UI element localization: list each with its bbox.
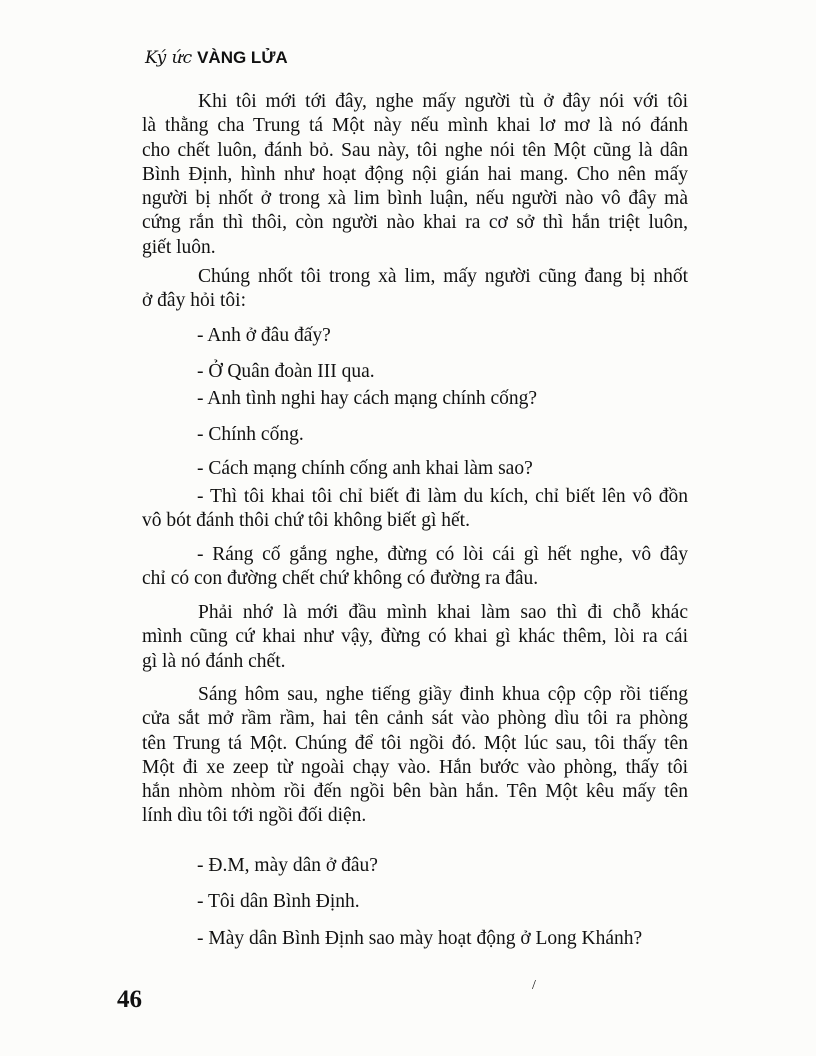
text-line: ở đây hỏi tôi: xyxy=(142,290,247,312)
text-line: người bị nhốt ở trong xà lim bình luận, nếu người nào vô đây mà xyxy=(142,188,688,210)
text-line: Một đi xe zeep từ ngoài chạy vào. Hắn bước vào phòng, thấy tôi xyxy=(142,756,688,778)
text-line: giết luôn. xyxy=(142,236,216,258)
dialogue-paragraph xyxy=(142,890,688,914)
dialogue-paragraph xyxy=(142,485,688,534)
text-line: gì là nó đánh chết. xyxy=(142,650,286,672)
text-line: - Đ.M, mày dân ở đâu? xyxy=(197,855,378,876)
text-line: chỉ có con đường chết chứ không có đường ra đâu. xyxy=(142,568,539,590)
dialogue-paragraph xyxy=(142,387,688,411)
text-line: tên Trung tá Một. Chúng để tôi ngồi đó. Một lúc sau, tôi thấy tên xyxy=(142,732,688,754)
text-line: - Cách mạng chính cống anh khai làm sao? xyxy=(197,458,533,479)
dialogue-paragraph xyxy=(142,927,688,951)
text-line: mình cũng cứ khai như vậy, đừng có khai gì khác thêm, lòi ra cái xyxy=(142,626,688,648)
text-line: Phải nhớ là mới đầu mình khai làm sao thì đi chỗ khác xyxy=(198,602,688,623)
stray-mark: / xyxy=(532,978,536,993)
paragraph xyxy=(142,265,688,314)
running-header xyxy=(145,47,288,69)
text-line: - Anh ở đâu đấy? xyxy=(197,325,331,346)
dialogue-paragraph xyxy=(142,423,688,447)
text-line: - Mày dân Bình Định sao mày hoạt động ở Long Khánh? xyxy=(197,928,643,949)
text-line: - Chính cống. xyxy=(197,424,304,445)
header-italic: Ký ức xyxy=(145,48,193,68)
text-line: cứng rắn thì thôi, còn người nào khai ra cơ sở thì hắn triệt luôn, xyxy=(142,212,688,234)
text-line: - Anh tình nghi hay cách mạng chính cống? xyxy=(197,388,538,409)
paragraph xyxy=(142,601,688,674)
text-line: là thằng cha Trung tá Một này nếu mình khai lơ mơ là nó đánh xyxy=(142,115,688,137)
text-line: cho chết luôn, đánh bỏ. Sau này, tôi nghe nói tên Một cũng là dân xyxy=(142,139,688,161)
text-line: - Ráng cố gắng nghe, đừng có lòi cái gì hết nghe, vô đây xyxy=(197,544,688,565)
header-title: VÀNG LỬA xyxy=(197,48,288,67)
dialogue-paragraph xyxy=(142,324,688,348)
page-number: 46 xyxy=(117,986,142,1013)
dialogue-paragraph xyxy=(142,457,688,481)
paragraph xyxy=(142,90,688,260)
text-line: Khi tôi mới tới đây, nghe mấy người tù ở đây nói với tôi xyxy=(198,91,688,112)
text-line: vô bót đánh thôi chứ tôi không biết gì hết. xyxy=(142,510,470,532)
text-line: Chúng nhốt tôi trong xà lim, mấy người cũng đang bị nhốt xyxy=(198,266,688,287)
text-line: cửa sắt mở rầm rầm, hai tên cảnh sát vào phòng dìu tôi ra phòng xyxy=(142,708,688,730)
text-line: - Thì tôi khai tôi chỉ biết đi làm du kích, chỉ biết lên vô đồn xyxy=(197,486,688,507)
text-line: hắn nhòm nhòm rồi đến ngồi bên bàn hắn. Tên Một kêu mấy tên xyxy=(142,781,688,803)
dialogue-paragraph xyxy=(142,854,688,878)
text-line: - Ở Quân đoàn III qua. xyxy=(197,361,375,382)
dialogue-paragraph xyxy=(142,543,688,592)
text-line: lính dìu tôi tới ngồi đối diện. xyxy=(142,805,367,827)
text-line: Sáng hôm sau, nghe tiếng giầy đinh khua cộp cộp rồi tiếng xyxy=(198,684,688,705)
text-line: Bình Định, hình như hoạt động nội gián hai mang. Cho nên mấy xyxy=(142,163,688,185)
dialogue-paragraph xyxy=(142,360,688,384)
text-line: - Tôi dân Bình Định. xyxy=(197,891,360,912)
paragraph xyxy=(142,683,688,829)
